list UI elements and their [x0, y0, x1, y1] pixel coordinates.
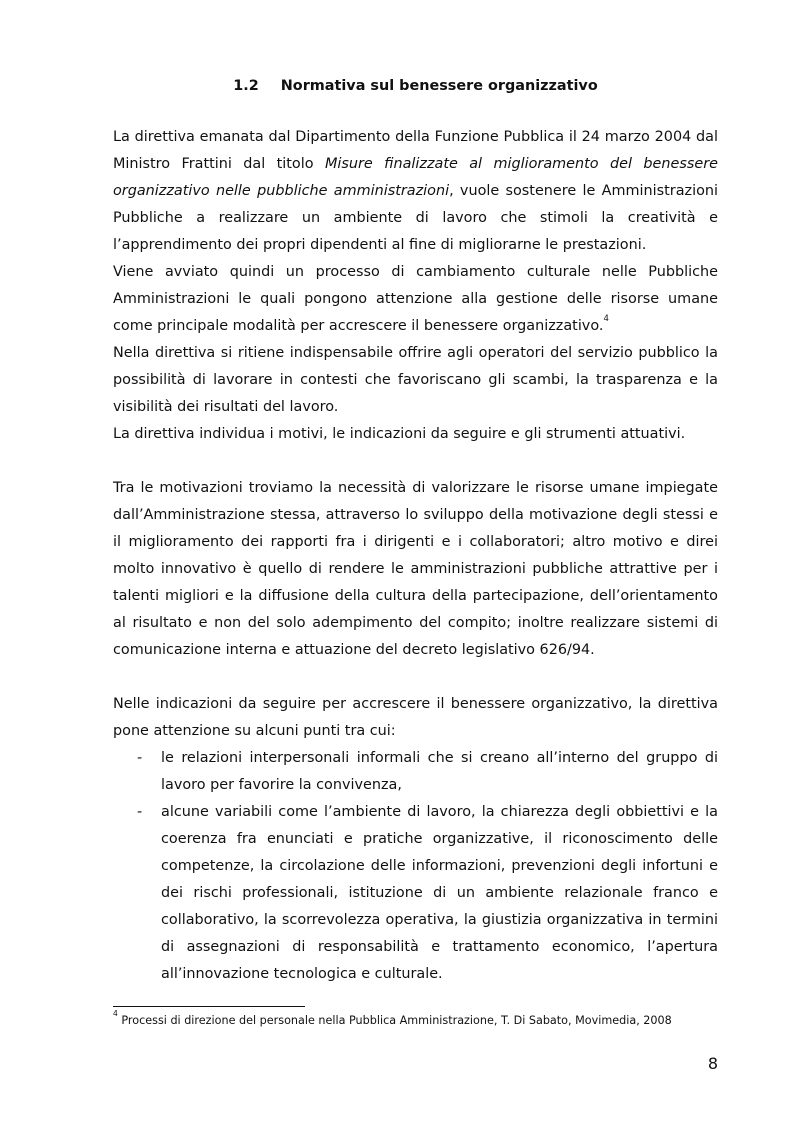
list-item [113, 799, 718, 988]
footnote-text: Processi di direzione del personale nella Pubblica Amministrazione, T. Di Sabato, Movimedia, 2008 [117, 1014, 672, 1027]
footnote-separator [113, 1006, 305, 1007]
paragraph-cultural-change [113, 259, 718, 340]
section-heading [113, 76, 718, 96]
paragraph-motivations: Tra le motivazioni troviamo la necessità di valorizzare le risorse umane impiegate dall’Amministrazione stessa, attraverso lo sviluppo della motivazione degli stessi e il miglioramento dei rapporti fra i dirigenti e i collaboratori; altro motivo e direi molto innovativo è quello di rendere le amministrazioni pubbliche attrattive per i talenti migliori e la diffusione della cultura della partecipazione, dell’orientamento al risultato e non del solo adempimento del compito; inoltre realizzare sistemi di comunicazione interna e attuazione del decreto legislativo 626/94. [113, 480, 718, 658]
intro-paragraph [113, 124, 718, 259]
paragraph-spacer [113, 448, 718, 475]
page-number: 8 [707, 1054, 718, 1073]
footnote-number: 4 [113, 1009, 118, 1019]
body-text [113, 124, 718, 988]
intro-text-part2: , vuole sostenere le Amministrazioni Pubbliche a realizzare un ambiente di lavoro che stimoli la creatività e l’apprendimento dei propri dipendenti al fine di migliorarne le prestazioni. [113, 183, 718, 253]
paragraph-cultural-change-text: Viene avviato quindi un processo di cambiamento culturale nelle Pubbliche Amministrazioni le quali pongono attenzione alla gestione delle risorse umane come principale modalità per accrescere il benessere organizzativo. [113, 264, 718, 334]
intro-text-part1: La direttiva emanata dal Dipartimento della Funzione Pubblica il 24 marzo 2004 dal Ministro Frattini dal titolo [113, 129, 718, 172]
list-item [113, 745, 718, 799]
section-number: 1.2 [233, 78, 259, 94]
section-title: Normativa sul benessere organizzativo [280, 78, 598, 94]
directive-title: Misure finalizzate al miglioramento del benessere organizzativo nelle pubbliche amministrazioni [113, 156, 718, 199]
document-page [113, 0, 718, 1123]
paragraph-indications: Nelle indicazioni da seguire per accrescere il benessere organizzativo, la direttiva pone attenzione su alcuni punti tra cui: [113, 696, 718, 739]
paragraph-spacer [113, 664, 718, 691]
indications-list [113, 745, 718, 988]
footnote-reference[interactable]: 4 [603, 314, 609, 325]
paragraph-indispensable: Nella direttiva si ritiene indispensabile offrire agli operatori del servizio pubblico la possibilità di lavorare in contesti che favoriscano gli scambi, la trasparenza e la visibilità dei risultati del lavoro. [113, 345, 718, 415]
list-item-text: alcune variabili come l’ambiente di lavoro, la chiarezza degli obbiettivi e la coerenza fra enunciati e pratiche organizzative, il riconoscimento delle competenze, la circolazione delle informazioni, prevenzioni degli infortuni e dei rischi professionali, istituzione di un ambiente relazionale franco e collaborativo, la scorrevolezza operativa, la giustizia organizzativa in termini di assegnazioni di responsabilità e trattamento economico, l’apertura all’innovazione tecnologica e culturale. [161, 804, 718, 982]
list-item-text: le relazioni interpersonali informali che si creano all’interno del gruppo di lavoro per favorire la convivenza, [161, 750, 718, 793]
footnote [113, 1009, 718, 1029]
list-dash-marker: - [137, 804, 143, 820]
list-dash-marker: - [137, 750, 143, 766]
paragraph-directive-summary: La direttiva individua i motivi, le indicazioni da seguire e gli strumenti attuativi. [113, 426, 686, 442]
